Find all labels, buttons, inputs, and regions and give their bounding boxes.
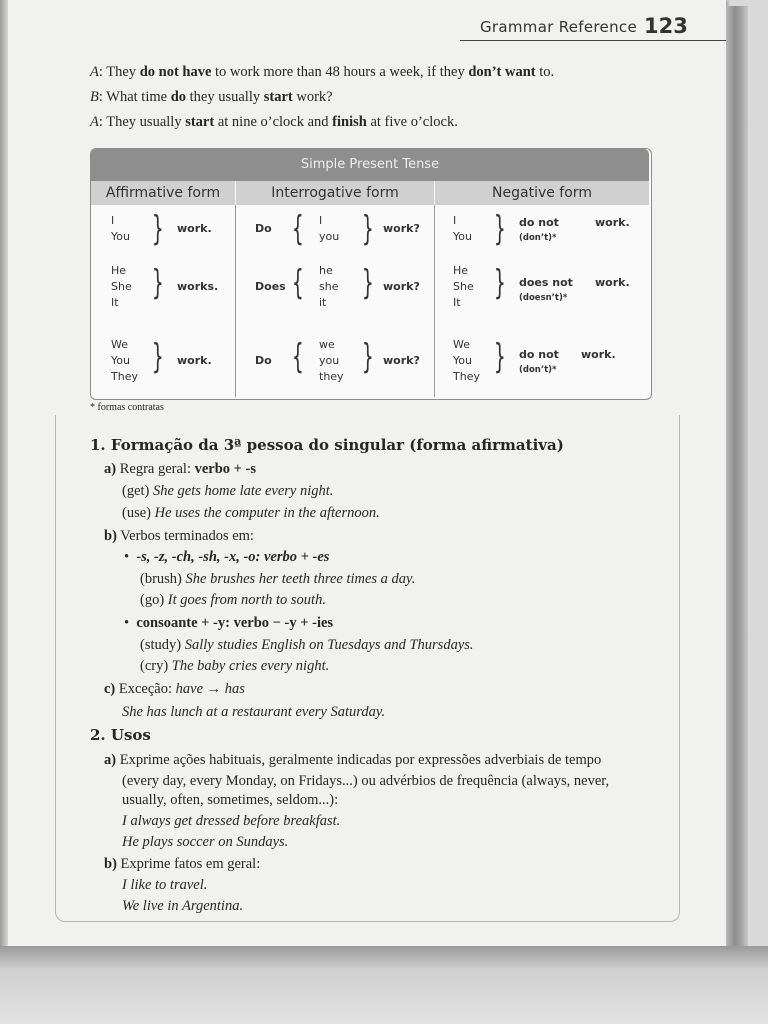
item-label: a)	[104, 461, 117, 477]
negative-auxiliary: does not	[519, 276, 573, 289]
text: at five o’clock.	[366, 114, 458, 130]
pronoun: she	[319, 280, 339, 293]
text: Exprime fatos em geral:	[116, 856, 261, 872]
example	[140, 637, 474, 654]
bold-text: finish	[332, 114, 367, 130]
speaker: B	[90, 89, 99, 105]
section-1-title: 1. Formação da 3ª pessoa do singular (forma afirmativa)	[90, 436, 564, 454]
contraction: (don’t)*	[519, 365, 557, 375]
verb: work.	[581, 348, 616, 361]
example-sentence: Sally studies English on Tuesdays and Thursdays.	[184, 637, 474, 653]
rule-a	[104, 461, 256, 478]
use-a-line: usually, often, sometimes, seldom...):	[122, 792, 339, 808]
brace-icon: }	[151, 209, 164, 249]
brace-icon: }	[493, 337, 506, 377]
column-header-affirmative: Affirmative form	[91, 181, 235, 205]
verb: work.	[177, 222, 212, 235]
use-a-line: (every day, every Monday, on Fridays...) ou advérbios de frequência (always, never,	[122, 773, 610, 789]
brace-icon: }	[361, 263, 374, 303]
example	[122, 483, 333, 500]
verb-hint: (get)	[122, 483, 153, 499]
column-divider	[235, 205, 236, 397]
example	[122, 704, 385, 721]
negative-auxiliary: do not	[519, 348, 559, 361]
text: Exprime ações habituais, geralmente indicadas por expressões adverbiais de tempo	[116, 752, 602, 768]
verb-hint: (go)	[140, 592, 168, 608]
pronoun: We	[453, 338, 470, 351]
rule-b1	[124, 549, 329, 566]
contraction: (doesn’t)*	[519, 293, 568, 303]
bold-text: do not have	[139, 64, 212, 80]
dialogue-line: A: They do not have to work more than 48 hours a week, if they don’t want to.	[90, 64, 555, 80]
rule-text: have → has	[175, 681, 245, 697]
text: Verbos terminados em:	[116, 528, 254, 544]
item-label: a)	[104, 752, 117, 768]
text: at nine o’clock and	[214, 114, 333, 130]
brace-icon: }	[361, 337, 374, 377]
text: work?	[292, 89, 333, 105]
text: to work more than 48 hours a week, if they	[211, 64, 469, 80]
example-sentence: She brushes her teeth three times a day.	[185, 571, 416, 587]
pronoun: I	[319, 214, 323, 227]
text: They usually	[106, 114, 186, 130]
pronoun: They	[453, 370, 480, 383]
use-a-line	[104, 752, 601, 769]
brace-icon: }	[493, 263, 506, 303]
rule-b	[104, 528, 254, 545]
brace-icon: {	[291, 337, 304, 377]
verb: work.	[595, 276, 630, 289]
text: they usually	[186, 89, 264, 105]
item-label: b)	[104, 856, 117, 872]
pronoun: You	[111, 354, 130, 367]
verb-hint: (brush)	[140, 571, 186, 587]
bullet-icon: •	[124, 615, 130, 631]
pronoun: He	[111, 264, 127, 277]
verb-hint: (use)	[122, 505, 155, 521]
text: They	[106, 64, 140, 80]
brace-icon: }	[151, 337, 164, 377]
auxiliary: Do	[255, 222, 272, 235]
speaker: A	[90, 114, 99, 130]
bold-text: start	[263, 89, 293, 105]
pronoun: he	[319, 264, 333, 277]
bottom-shadow	[0, 946, 768, 1024]
auxiliary: Does	[255, 280, 286, 293]
contraction: (don’t)*	[519, 233, 557, 243]
brace-icon: {	[291, 209, 304, 249]
dialogue-line: B: What time do they usually start work?	[90, 89, 333, 105]
pronoun: I	[453, 214, 457, 227]
example	[140, 592, 326, 609]
example-sentence: The baby cries every night.	[171, 658, 330, 674]
pronoun: She	[453, 280, 474, 293]
bullet-icon: •	[124, 549, 130, 565]
pronoun: They	[111, 370, 138, 383]
example-sentence: I always get dressed before breakfast.	[122, 813, 341, 829]
rule-text: -s, -z, -ch, -sh, -x, -o: verbo + -es	[136, 549, 330, 565]
auxiliary: Do	[255, 354, 272, 367]
column-divider	[434, 205, 435, 397]
verb: work?	[383, 222, 420, 235]
verb: work?	[383, 280, 420, 293]
column-header-negative: Negative form	[435, 181, 649, 205]
brace-icon: }	[361, 209, 374, 249]
example	[140, 658, 329, 675]
use-b-line	[104, 856, 260, 873]
bold-text: verbo + -s	[194, 461, 257, 477]
pronoun: You	[453, 230, 472, 243]
grammar-table	[90, 148, 652, 400]
item-label: c)	[104, 681, 116, 697]
rule-b2	[124, 615, 333, 632]
example-sentence: She has lunch at a restaurant every Saturday.	[122, 704, 386, 720]
pronoun: He	[453, 264, 469, 277]
pronoun: We	[111, 338, 128, 351]
example-sentence: We live in Argentina.	[122, 898, 244, 914]
item-label: b)	[104, 528, 117, 544]
example	[122, 505, 380, 522]
bold-text: don’t want	[468, 64, 536, 80]
example-sentence: He plays soccer on Sundays.	[122, 834, 289, 850]
pronoun: You	[453, 354, 472, 367]
speaker: A	[90, 64, 99, 80]
pronoun: I	[111, 214, 115, 227]
verb-hint: (study)	[140, 637, 185, 653]
column-header-interrogative: Interrogative form	[236, 181, 434, 205]
header-title: Grammar Reference	[480, 18, 637, 36]
brace-icon: }	[493, 209, 506, 249]
running-header	[460, 12, 726, 41]
section-2-title: 2. Usos	[90, 726, 151, 744]
pronoun: it	[319, 296, 327, 309]
example-sentence: I like to travel.	[122, 877, 208, 893]
table-title: Simple Present Tense	[91, 149, 649, 181]
pronoun: we	[319, 338, 335, 351]
pronoun: they	[319, 370, 344, 383]
example	[140, 571, 415, 588]
table-footnote: * formas contratas	[90, 402, 164, 413]
page-edge	[726, 6, 748, 952]
pronoun: you	[319, 354, 340, 367]
example-sentence: It goes from north to south.	[167, 592, 326, 608]
example-sentence: He uses the computer in the afternoon.	[154, 505, 380, 521]
rule-text: consoante + -y: verbo − -y + -ies	[136, 615, 334, 631]
rule-c	[104, 681, 245, 698]
page-number: 123	[644, 14, 688, 38]
verb: works.	[177, 280, 219, 293]
text: Exceção:	[115, 681, 176, 697]
negative-auxiliary: do not	[519, 216, 559, 229]
pronoun: You	[111, 230, 130, 243]
pronoun: She	[111, 280, 132, 293]
bold-text: do	[170, 89, 187, 105]
pronoun: It	[111, 296, 119, 309]
dialogue-line: A: They usually start at nine o’clock and finish at five o’clock.	[90, 114, 458, 130]
verb: work?	[383, 354, 420, 367]
verb: work.	[177, 354, 212, 367]
text: What time	[106, 89, 171, 105]
text: Regra geral:	[116, 461, 195, 477]
verb: work.	[595, 216, 630, 229]
text: to.	[535, 64, 555, 80]
bold-text: start	[185, 114, 215, 130]
brace-icon: }	[151, 263, 164, 303]
verb-hint: (cry)	[140, 658, 172, 674]
pronoun: you	[319, 230, 340, 243]
pronoun: It	[453, 296, 461, 309]
example-sentence: She gets home late every night.	[153, 483, 334, 499]
brace-icon: {	[291, 263, 304, 303]
